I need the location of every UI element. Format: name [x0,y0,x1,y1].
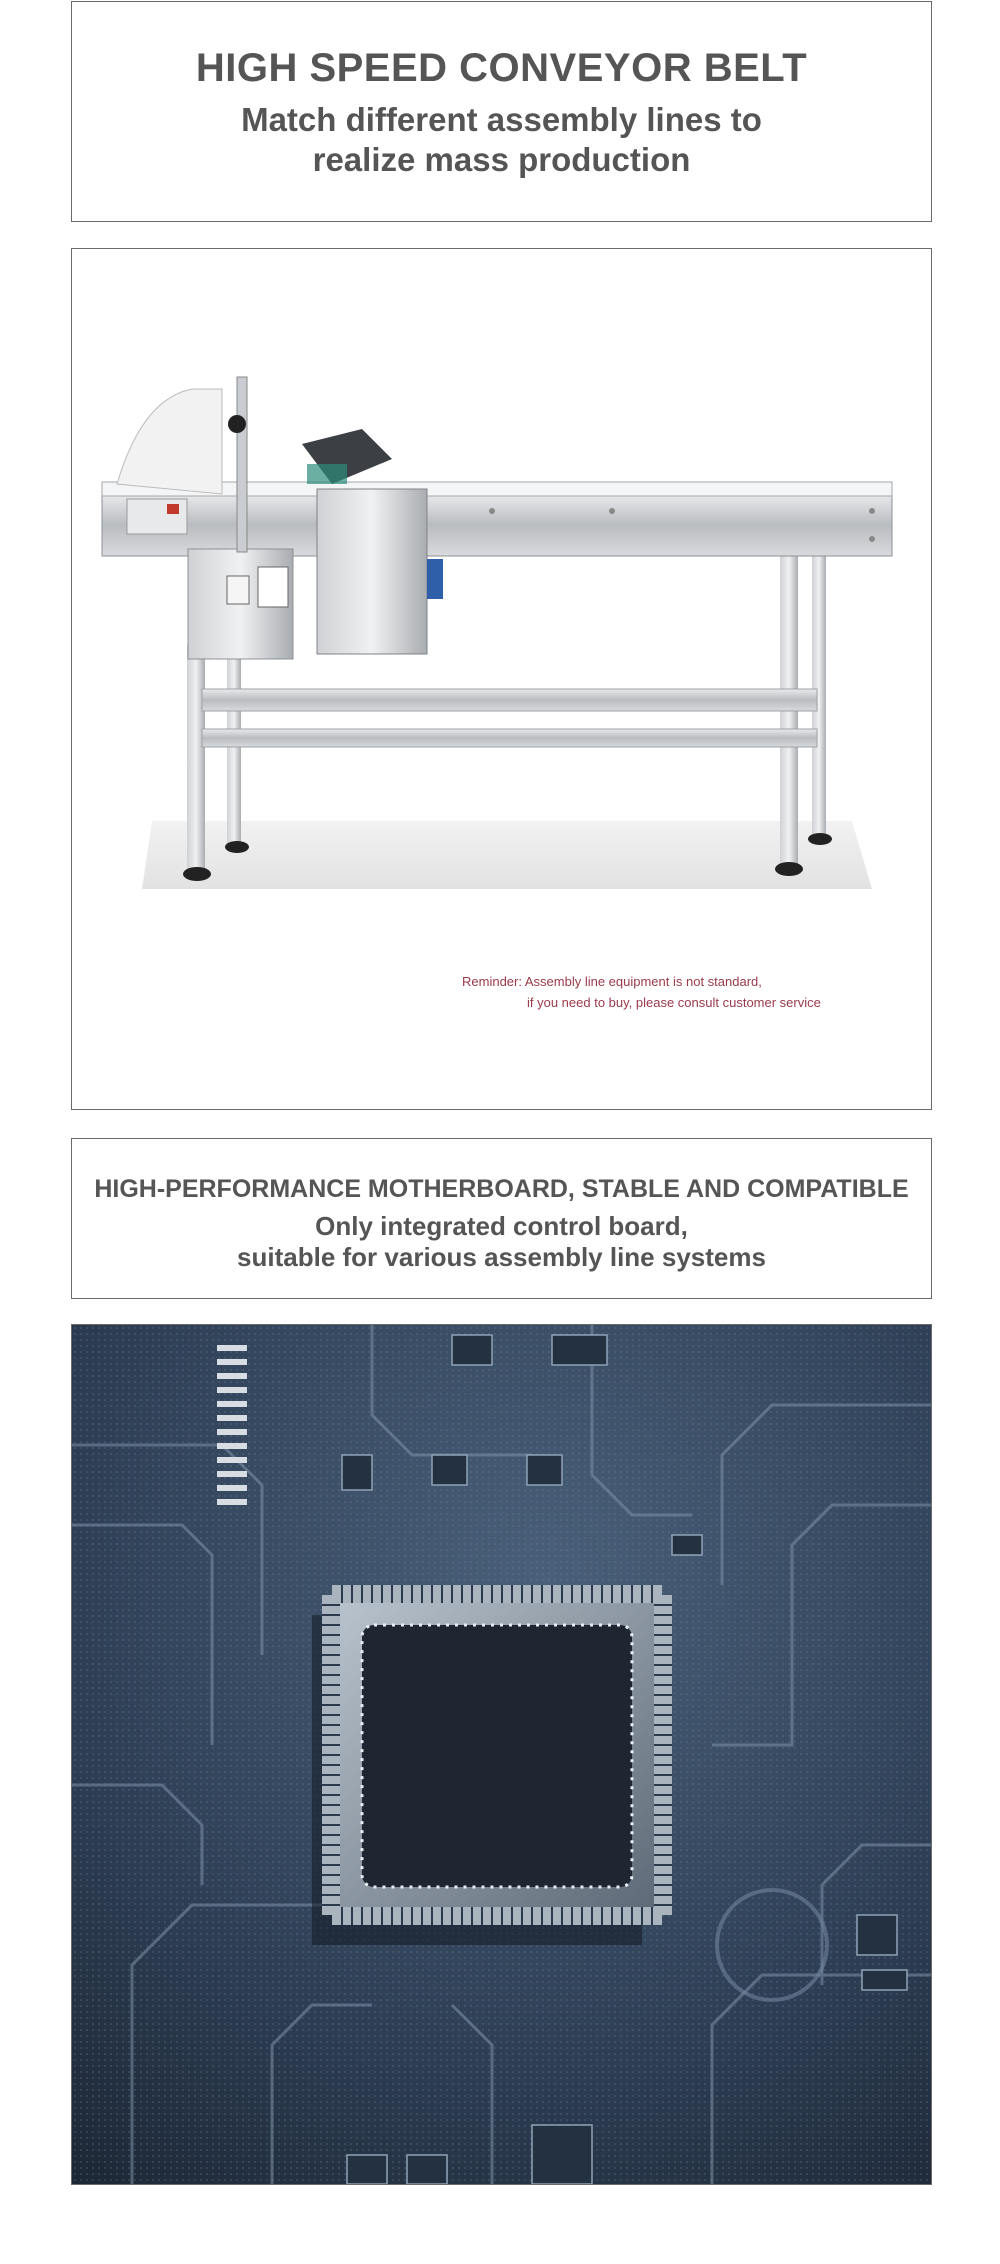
foot-2 [225,841,249,853]
chip-core [362,1625,632,1887]
foot-1 [183,867,211,881]
bolt [869,536,875,542]
conveyor-bed [102,494,892,556]
bolt [489,508,495,514]
display-panel [258,567,288,607]
adjust-knob [228,415,246,433]
motherboard-image [71,1324,932,2185]
floor-shadow [142,821,872,889]
circuit-board-illustration [72,1325,931,2184]
cross-bar-lower [202,729,817,747]
feeder-hood [117,389,222,494]
reminder-line1: Reminder: Assembly line equipment is not standard, [462,974,762,989]
conveyor-header-box [71,1,932,222]
motherboard-subtitle-line2: suitable for various assembly line systems [237,1242,766,1272]
green-guide [307,464,347,484]
motherboard-subtitle-line1: Only integrated control board, [315,1211,688,1241]
power-switch [227,576,249,604]
bolt [609,508,615,514]
foot-3 [775,862,803,876]
foot-4 [808,833,832,845]
conveyor-subtitle-line1: Match different assembly lines to [241,101,762,138]
print-head-housing [317,489,427,654]
reminder-line2: if you need to buy, please consult customer service [527,995,821,1010]
cross-bar-upper [202,689,817,711]
motherboard-subtitle [72,1211,931,1273]
motherboard-title: HIGH-PERFORMANCE MOTHERBOARD, STABLE AND COMPATIBLE [94,1175,909,1203]
left-leg-front [187,644,205,869]
stop-button [167,504,179,514]
bolt [869,508,875,514]
blue-motor [427,559,443,599]
motherboard-header-box [71,1138,932,1299]
conveyor-title: HIGH SPEED CONVEYOR BELT [195,46,808,90]
conveyor-product-image [71,248,932,1110]
feeder-post [237,377,247,552]
conveyor-machine-illustration [72,249,931,1109]
conveyor-subtitle-line2: realize mass production [312,141,691,178]
conveyor-subtitle [72,100,931,180]
